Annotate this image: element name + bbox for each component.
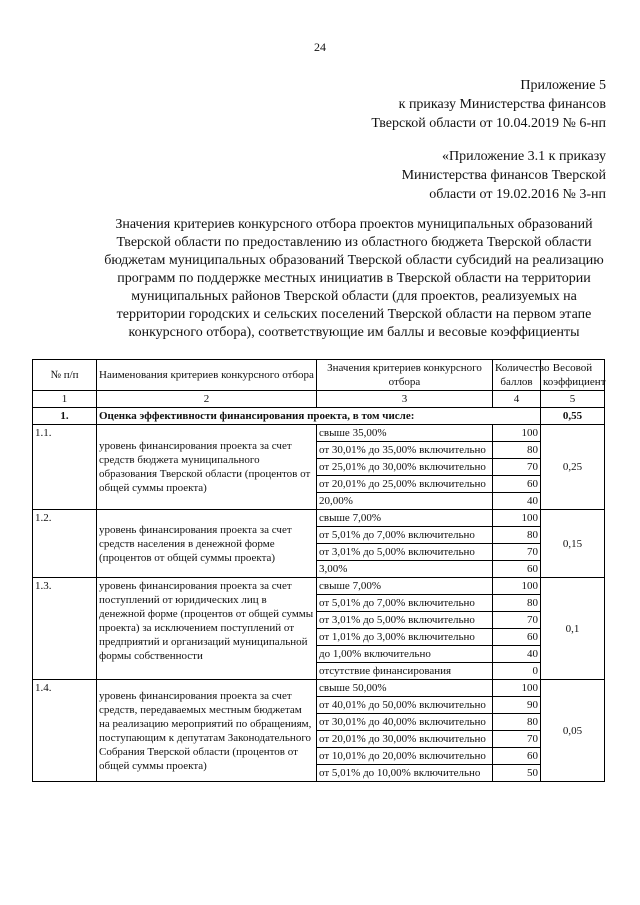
criterion-value: свыше 35,00% bbox=[317, 425, 493, 442]
table-row bbox=[33, 510, 605, 527]
header-num: № п/п bbox=[33, 360, 97, 391]
criterion-value: от 5,01% до 10,00% включительно bbox=[317, 765, 493, 782]
appendix-line: Приложение 5 bbox=[520, 78, 606, 93]
table-row bbox=[33, 425, 605, 442]
appendix-line: к приказу Министерства финансов bbox=[398, 97, 606, 112]
criterion-score: 60 bbox=[493, 561, 541, 578]
section-row bbox=[33, 408, 605, 425]
criterion-score: 70 bbox=[493, 459, 541, 476]
criterion-score: 70 bbox=[493, 731, 541, 748]
criterion-score: 80 bbox=[493, 527, 541, 544]
header-value: Значения критериев конкурсного отбора bbox=[317, 360, 493, 391]
criterion-weight: 0,05 bbox=[541, 680, 605, 782]
criterion-value: свыше 7,00% bbox=[317, 578, 493, 595]
appendix-header bbox=[371, 76, 606, 133]
header-weight: Весовой коэффициент bbox=[541, 360, 605, 391]
column-number-row bbox=[33, 391, 605, 408]
criterion-value: от 5,01% до 7,00% включительно bbox=[317, 527, 493, 544]
criterion-value: от 3,01% до 5,00% включительно bbox=[317, 612, 493, 629]
criterion-num: 1.2. bbox=[33, 510, 97, 578]
section-title: Оценка эффективности финансирования проекта, в том числе: bbox=[97, 408, 541, 425]
header-name: Наименования критериев конкурсного отбора bbox=[97, 360, 317, 391]
column-number: 4 bbox=[493, 391, 541, 408]
criteria-table bbox=[32, 359, 605, 782]
appendix-line: Тверской области от 10.04.2019 № 6-нп bbox=[371, 116, 606, 131]
criterion-score: 80 bbox=[493, 442, 541, 459]
criterion-value: от 3,01% до 5,00% включительно bbox=[317, 544, 493, 561]
criterion-score: 80 bbox=[493, 595, 541, 612]
column-number: 1 bbox=[33, 391, 97, 408]
criterion-score: 80 bbox=[493, 714, 541, 731]
criterion-value: от 5,01% до 7,00% включительно bbox=[317, 595, 493, 612]
header-row bbox=[33, 360, 605, 391]
header-score: Количество баллов bbox=[493, 360, 541, 391]
criterion-name: уровень финансирования проекта за счет средств населения в денежной форме (процентов от общей суммы проекта) bbox=[97, 510, 317, 578]
criterion-score: 70 bbox=[493, 544, 541, 561]
criterion-value: свыше 7,00% bbox=[317, 510, 493, 527]
criterion-value: от 30,01% до 35,00% включительно bbox=[317, 442, 493, 459]
criterion-value: от 25,01% до 30,00% включительно bbox=[317, 459, 493, 476]
criterion-name: уровень финансирования проекта за счет средств, передаваемых местным бюджетам на реализацию мероприятий по обращениям, поступающим к депутатам Законодательного Собрания Тверской области (процентов от общей суммы проекта) bbox=[97, 680, 317, 782]
page-number: 24 bbox=[314, 40, 326, 54]
criterion-value: от 10,01% до 20,00% включительно bbox=[317, 748, 493, 765]
criterion-value: от 1,01% до 3,00% включительно bbox=[317, 629, 493, 646]
criterion-num: 1.3. bbox=[33, 578, 97, 680]
appendix-quote-line: области от 19.02.2016 № 3-нп bbox=[429, 187, 606, 202]
criterion-weight: 0,1 bbox=[541, 578, 605, 680]
criterion-score: 60 bbox=[493, 748, 541, 765]
criterion-score: 60 bbox=[493, 476, 541, 493]
criterion-weight: 0,25 bbox=[541, 425, 605, 510]
criterion-score: 50 bbox=[493, 765, 541, 782]
criterion-score: 40 bbox=[493, 646, 541, 663]
section-num: 1. bbox=[33, 408, 97, 425]
criterion-value: 20,00% bbox=[317, 493, 493, 510]
table-row bbox=[33, 578, 605, 595]
criterion-score: 0 bbox=[493, 663, 541, 680]
criterion-value: от 20,01% до 30,00% включительно bbox=[317, 731, 493, 748]
criterion-weight: 0,15 bbox=[541, 510, 605, 578]
criterion-value: 3,00% bbox=[317, 561, 493, 578]
criterion-num: 1.4. bbox=[33, 680, 97, 782]
criterion-score: 100 bbox=[493, 425, 541, 442]
criterion-score: 90 bbox=[493, 697, 541, 714]
criterion-num: 1.1. bbox=[33, 425, 97, 510]
criterion-name: уровень финансирования проекта за счет средств бюджета муниципального образования Тверской области (процентов от общей суммы проекта) bbox=[97, 425, 317, 510]
criterion-value: от 30,01% до 40,00% включительно bbox=[317, 714, 493, 731]
table-row bbox=[33, 680, 605, 697]
criterion-score: 40 bbox=[493, 493, 541, 510]
criterion-score: 70 bbox=[493, 612, 541, 629]
criterion-score: 100 bbox=[493, 578, 541, 595]
appendix-quote-line: Министерства финансов Тверской bbox=[401, 168, 606, 183]
appendix-quote bbox=[402, 147, 606, 204]
criterion-score: 60 bbox=[493, 629, 541, 646]
appendix-quote-line: «Приложение 3.1 к приказу bbox=[442, 149, 606, 164]
criterion-score: 100 bbox=[493, 680, 541, 697]
criterion-value: отсутствие финансирования bbox=[317, 663, 493, 680]
criterion-value: от 20,01% до 25,00% включительно bbox=[317, 476, 493, 493]
column-number: 2 bbox=[97, 391, 317, 408]
section-weight: 0,55 bbox=[541, 408, 605, 425]
criterion-value: свыше 50,00% bbox=[317, 680, 493, 697]
criterion-value: от 40,01% до 50,00% включительно bbox=[317, 697, 493, 714]
column-number: 5 bbox=[541, 391, 605, 408]
criterion-score: 100 bbox=[493, 510, 541, 527]
document-title: Значения критериев конкурсного отбора проектов муниципальных образований Тверской области по предоставлению из областного бюджета Тверской области бюджетам муниципальных образований Тверской области субсидий на реализацию программ по поддержке местных инициатив в Тверской области на территории муниципальных районов Тверской области (для проектов, реализуемых на территории городских и сельских поселений Тверской области на первом этапе конкурсного отбора), соответствующие им баллы и весовые коэффициенты bbox=[104, 217, 604, 340]
criterion-value: до 1,00% включительно bbox=[317, 646, 493, 663]
column-number: 3 bbox=[317, 391, 493, 408]
criterion-name: уровень финансирования проекта за счет поступлений от юридических лиц в денежной форме (процентов от общей суммы проекта) за исключением поступлений от предприятий и организаций муниципальной формы собственности bbox=[97, 578, 317, 680]
